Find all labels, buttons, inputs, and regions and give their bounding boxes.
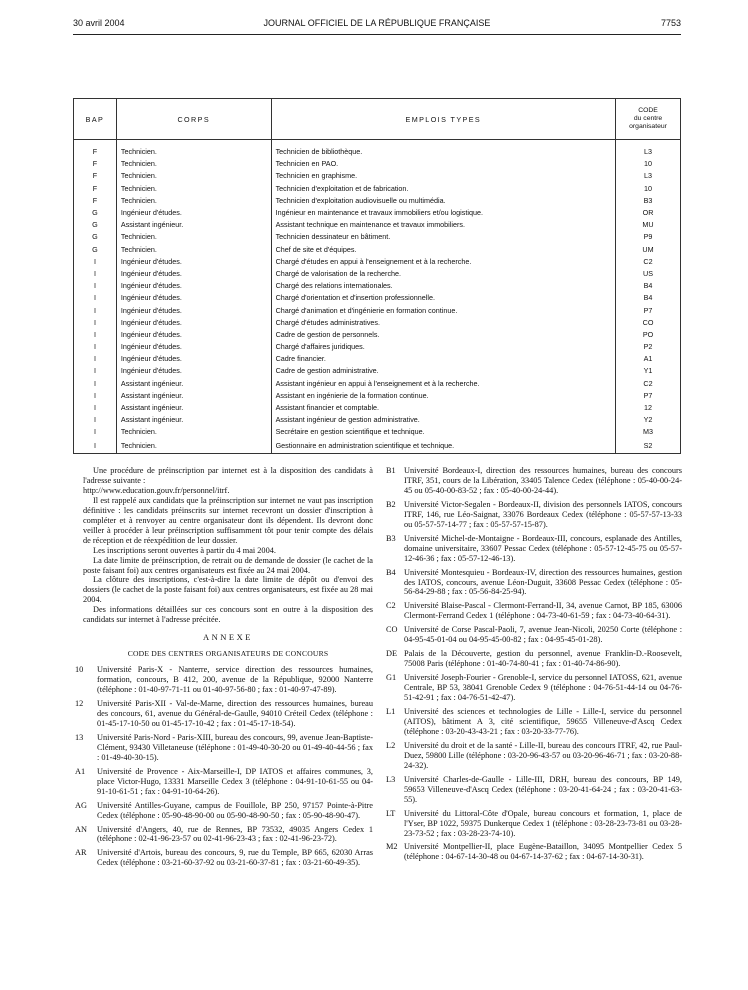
cell-bap: I <box>74 304 117 316</box>
paragraph: La clôture des inscriptions, c'est-à-dire la date limite de dépôt ou d'envoi des dossiers (le cachet de la poste faisant foi) aux centres organisateurs, est fixée au 28 mai 2004. <box>83 575 373 605</box>
centre-entry <box>386 741 682 771</box>
centre-address: Université d'Artois, bureau des concours, 9, rue du Temple, BP 665, 62030 Arras Cedex (téléphone : 03-21-60-37-92 ou 03-21-60-37-81 ; fax : 03-21-60-49-35). <box>97 848 373 868</box>
centre-code: B2 <box>386 499 396 509</box>
cell-corps: Ingénieur d'études. <box>116 304 271 316</box>
centre-code: DE <box>386 649 398 659</box>
cell-emploi: Gestionnaire en administration scientifique et technique. <box>271 439 615 454</box>
centre-entry <box>386 775 682 805</box>
centre-address: Université Charles-de-Gaulle - Lille-III, DRH, bureau des concours, BP 149, 59653 Villeneuve-d'Ascq Cedex (téléphone : 03-20-41-64-24 ; fax : 03-20-41-63-55). <box>404 774 682 804</box>
cell-code: B3 <box>616 195 681 207</box>
centre-code: L3 <box>386 774 396 784</box>
centre-address: Université des sciences et technologies de Lille - Lille-I, service du personnel (AITOS), bâtiment A 3, cité scientifique, 59655 Villeneuve-d'Ascq Cedex (téléphone : 03-20-43-43-21 ; fax : 03-20-33-77-76). <box>404 707 682 736</box>
cell-code: 10 <box>616 183 681 195</box>
centre-address: Université Victor-Segalen - Bordeaux-II, division des personnels IATOS, concours ITRF, 146, rue Léo-Saignat, 33076 Bordeaux Cedex (téléphone : 05-57-57-13-33 ou 05-57-57-14-77 ; fax : 05-57-57-15-87). <box>404 499 682 529</box>
annexe-subtitle: CODE DES CENTRES ORGANISATEURS DE CONCOURS <box>127 649 329 659</box>
cell-code: P7 <box>616 390 681 402</box>
table-row <box>74 378 681 390</box>
cell-corps: Technicien. <box>116 426 271 438</box>
cell-code: Y1 <box>616 365 681 377</box>
centre-code: LT <box>386 808 396 818</box>
cell-bap: G <box>74 244 117 256</box>
cell-emploi: Assistant ingénieur de gestion administrative. <box>271 414 615 426</box>
cell-corps: Ingénieur d'études. <box>116 341 271 353</box>
table-row <box>74 292 681 304</box>
table-row <box>74 268 681 280</box>
cell-corps: Ingénieur d'études. <box>116 207 271 219</box>
col-header-code <box>616 99 681 140</box>
centre-address: Université Paris-Nord - Paris-XIII, bureau des concours, 99, avenue Jean-Baptiste-Clément, 93430 Villetaneuse (téléphone : 01-49-40-30-20 ou 01-49-40-44-56 ; fax : 01-49-40-30-15). <box>97 732 373 762</box>
cell-corps: Technicien. <box>116 231 271 243</box>
centre-code: B1 <box>386 466 396 475</box>
centre-entry <box>386 625 682 645</box>
page-header <box>73 18 681 32</box>
cell-emploi: Chargé de valorisation de la recherche. <box>271 268 615 280</box>
centre-entry <box>75 824 373 845</box>
centre-code: L1 <box>386 707 396 717</box>
cell-emploi: Technicien en PAO. <box>271 158 615 170</box>
cell-bap: F <box>74 170 117 182</box>
centre-address: Université Joseph-Fourier - Grenoble-I, service du personnel IATOSS, 621, avenue Centrale, BP 53, 38041 Grenoble Cedex 9 (téléphone : 04-76-51-44-14 ou 04-76-51-42-91 ; fax : 04-76-51-42-47). <box>404 673 682 703</box>
cell-corps: Ingénieur d'études. <box>116 317 271 329</box>
cell-code: US <box>616 268 681 280</box>
cell-code: P2 <box>616 341 681 353</box>
centre-code: G1 <box>386 673 397 683</box>
cell-corps: Technicien. <box>116 183 271 195</box>
cell-corps: Technicien. <box>116 146 271 158</box>
centre-entry <box>75 848 373 868</box>
cell-bap: I <box>74 268 117 280</box>
left-entries <box>75 665 373 868</box>
centre-address: Université de Provence - Aix-Marseille-I, DP IATOS et affaires communes, 3, place Victor-Hugo, 13331 Marseille Cedex 3 (téléphone : 04-91-10-61-55 ou 04-91-10-61-51 ; fax : 04-91-10-64-26). <box>97 766 373 796</box>
centre-code: M2 <box>386 842 398 852</box>
cell-bap: I <box>74 256 117 268</box>
table-row <box>74 304 681 316</box>
centre-address: Université Blaise-Pascal - Clermont-Ferrand-II, 34, avenue Carnot, BP 185, 63006 Clermont-Ferrand Cedex 1 (téléphone : 04-73-40-61-59 ; fax : 04-73-40-64-31). <box>404 601 682 621</box>
table-row <box>74 390 681 402</box>
table-row <box>74 439 681 454</box>
cell-bap: I <box>74 402 117 414</box>
centre-entry <box>386 601 682 621</box>
cell-emploi: Chargé d'animation et d'ingénierie en formation continue. <box>271 304 615 316</box>
centre-entry <box>75 699 373 729</box>
centre-address: Université Paris-X - Nanterre, service direction des ressources humaines, formation, concours, B 412, 200, avenue de la République, 92000 Nanterre (téléphone : 01-40-97-71-11 ou 01-40-97-56-80 ; fax : 01-40-97-47-89). <box>97 665 373 695</box>
cell-emploi: Chargé d'études en appui à l'enseignement et à la recherche. <box>271 256 615 268</box>
centre-entry <box>386 568 682 598</box>
cell-emploi: Secrétaire en gestion scientifique et technique. <box>271 426 615 438</box>
table-row <box>74 280 681 292</box>
cell-corps: Assistant ingénieur. <box>116 390 271 402</box>
centre-address: Palais de la Découverte, gestion du personnel, avenue Franklin-D.-Roosevelt, 75008 Paris (téléphone : 01-40-74-80-41 ; fax : 01-40-74-86-90). <box>404 649 682 669</box>
centre-address: Université d'Angers, 40, rue de Rennes, BP 73532, 49035 Angers Cedex 1 (téléphone : 02-41-96-23-57 ou 02-41-96-23-43 ; fax : 02-41-96-23-72). <box>97 824 373 844</box>
centre-code: AR <box>75 848 87 858</box>
centre-code: B4 <box>386 567 396 577</box>
cell-emploi: Chef de site et d'équipes. <box>271 244 615 256</box>
cell-code: UM <box>616 244 681 256</box>
table-row <box>74 341 681 353</box>
table-row <box>74 195 681 207</box>
header-title: JOURNAL OFFICIEL DE LA RÉPUBLIQUE FRANÇAISE <box>263 18 491 28</box>
cell-corps: Assistant ingénieur. <box>116 219 271 231</box>
centre-address: Université de Corse Pascal-Paoli, 7, avenue Jean-Nicoli, 20250 Corte (téléphone : 04-95-45-01-04 ou 04-95-45-00-82 ; fax : 04-95-45-01-28). <box>404 625 682 645</box>
cell-bap: I <box>74 329 117 341</box>
cell-code: P7 <box>616 304 681 316</box>
cell-emploi: Cadre de gestion de personnels. <box>271 329 615 341</box>
table-row <box>74 231 681 243</box>
table-row <box>74 426 681 438</box>
cell-bap: I <box>74 280 117 292</box>
centre-entry <box>75 732 373 763</box>
centre-code: 10 <box>75 665 84 675</box>
centre-entry <box>386 673 682 703</box>
cell-emploi: Chargé d'orientation et d'insertion professionnelle. <box>271 292 615 304</box>
code-header-line3: organisateur <box>629 123 667 130</box>
centre-address: Université Bordeaux-I, direction des ressources humaines, bureau des concours ITRF, 351, cours de la Libération, 33405 Talence Cedex (téléphone : 05-40-00-24-45 ou 05-40-00-83-52 ; fax : 05-40-00-24-44). <box>404 466 682 495</box>
cell-corps: Technicien. <box>116 158 271 170</box>
cell-code: M3 <box>616 426 681 438</box>
table-row <box>74 317 681 329</box>
left-column <box>75 466 373 872</box>
paragraph: Une procédure de préinscription par internet est à la disposition des candidats à l'adresse suivante : <box>83 466 373 485</box>
cell-bap: I <box>74 365 117 377</box>
cell-bap: I <box>74 378 117 390</box>
cell-bap: F <box>74 146 117 158</box>
centre-code: CO <box>386 625 398 635</box>
paragraph: Il est rappelé aux candidats que la préinscription sur internet ne vaut pas inscription définitive : les candidats préinscrits sur internet recevront un dossier d'inscription à compléter et à renvoyer au centre organisateur dont ils dépendent. Ils devront donc veiller à procéder à leur préinscription suffisamment tôt pour tenir compte des délais de réception et de réexpédition de leur dossier. <box>83 495 373 545</box>
table-row <box>74 219 681 231</box>
centre-address: Université du droit et de la santé - Lille-II, bureau des concours ITRF, 42, rue Paul-Duez, 59800 Lille (téléphone : 03-20-96-43-57 ou 03-20-96-46-71 ; fax : 03-20-88-24-32). <box>404 740 682 770</box>
cell-corps: Technicien. <box>116 439 271 454</box>
header-rule <box>73 34 681 35</box>
cell-corps: Ingénieur d'études. <box>116 365 271 377</box>
cell-code: P9 <box>616 231 681 243</box>
col-header-emplois: EMPLOIS TYPES <box>271 99 615 140</box>
emplois-table <box>73 98 681 454</box>
cell-corps: Ingénieur d'études. <box>116 280 271 292</box>
cell-bap: I <box>74 292 117 304</box>
table-row <box>74 414 681 426</box>
table-row <box>74 329 681 341</box>
cell-corps: Ingénieur d'études. <box>116 353 271 365</box>
cell-bap: F <box>74 183 117 195</box>
cell-code: S2 <box>616 439 681 454</box>
table-row <box>74 353 681 365</box>
cell-emploi: Ingénieur en maintenance et travaux immobiliers et/ou logistique. <box>271 207 615 219</box>
col-header-corps: CORPS <box>116 99 271 140</box>
cell-corps: Ingénieur d'études. <box>116 329 271 341</box>
paragraph: La date limite de préinscription, de retrait ou de demande de dossier (le cachet de la poste faisant foi) aux centres organisateurs est fixée au 24 mai 2004. <box>83 555 373 575</box>
cell-bap: I <box>74 353 117 365</box>
table-row <box>74 183 681 195</box>
centre-code: C2 <box>386 601 396 611</box>
centre-address: Université Antilles-Guyane, campus de Fouillole, BP 250, 97157 Pointe-à-Pitre Cedex (téléphone : 05-90-48-90-00 ou 05-90-48-90-50 ; fax : 05-90-48-90-47). <box>97 800 373 820</box>
header-date: 30 avril 2004 <box>73 18 125 28</box>
cell-emploi: Technicien de bibliothèque. <box>271 146 615 158</box>
cell-corps: Assistant ingénieur. <box>116 378 271 390</box>
centre-entry <box>386 500 682 530</box>
table-row <box>74 170 681 182</box>
cell-emploi: Assistant en ingénierie de la formation continue. <box>271 390 615 402</box>
cell-corps: Ingénieur d'études. <box>116 256 271 268</box>
table-row <box>74 244 681 256</box>
cell-code: C2 <box>616 378 681 390</box>
cell-code: B4 <box>616 280 681 292</box>
table-row <box>74 158 681 170</box>
table-row <box>74 146 681 158</box>
table-row <box>74 207 681 219</box>
cell-code: L3 <box>616 146 681 158</box>
cell-bap: I <box>74 341 117 353</box>
centre-address: Université Michel-de-Montaigne - Bordeaux-III, concours, esplanade des Antilles, domaine universitaire, 33607 Pessac Cedex (téléphone : 05-57-12-45-75 ou 05-57-12-46-36 ; fax : 05-57-12-46-13). <box>404 533 682 563</box>
cell-emploi: Chargé des relations internationales. <box>271 280 615 292</box>
cell-corps: Assistant ingénieur. <box>116 402 271 414</box>
col-header-bap: BAP <box>74 99 117 140</box>
centre-entry <box>75 766 373 797</box>
cell-emploi: Chargé d'études administratives. <box>271 317 615 329</box>
cell-corps: Ingénieur d'études. <box>116 268 271 280</box>
table-row <box>74 365 681 377</box>
cell-bap: F <box>74 195 117 207</box>
cell-code: Y2 <box>616 414 681 426</box>
header-page-number: 7753 <box>660 18 681 28</box>
cell-code: A1 <box>616 353 681 365</box>
centre-entry <box>386 649 682 669</box>
cell-emploi: Assistant financier et comptable. <box>271 402 615 414</box>
paragraph: Les inscriptions seront ouvertes à partir du 4 mai 2004. <box>93 545 276 555</box>
cell-emploi: Technicien d'exploitation et de fabrication. <box>271 183 615 195</box>
cell-emploi: Chargé d'affaires juridiques. <box>271 341 615 353</box>
centre-entry <box>386 534 682 564</box>
cell-bap: I <box>74 439 117 454</box>
cell-bap: I <box>74 426 117 438</box>
centre-address: Université Montesquieu - Bordeaux-IV, direction des ressources humaines, gestion des IATOS, concours, avenue Léon-Duguit, 33608 Pessac Cedex (téléphone : 05-56-84-29-88 ; fax : 05-56-84-25-94). <box>404 567 682 597</box>
centre-code: AN <box>75 824 87 834</box>
cell-code: 10 <box>616 158 681 170</box>
annexe-title: ANNEXE <box>203 632 253 643</box>
centre-code: AG <box>75 800 87 810</box>
centre-entry <box>75 665 373 695</box>
cell-bap: I <box>74 317 117 329</box>
cell-bap: G <box>74 219 117 231</box>
cell-emploi: Technicien d'exploitation audiovisuelle ou multimédia. <box>271 195 615 207</box>
centre-entry <box>386 842 682 862</box>
cell-bap: I <box>74 414 117 426</box>
centre-address: Université du Littoral-Côte d'Opale, bureau concours et formation, 1, place de l'Yser, BP 1022, 59375 Dunkerque Cedex 1 (téléphone : 03-28-23-73-81 ou 03-28-23-73-52 ; fax : 03-28-23-74-10). <box>404 808 682 838</box>
centre-code: 13 <box>75 732 84 742</box>
cell-code: MU <box>616 219 681 231</box>
centre-code: 12 <box>75 699 84 709</box>
cell-corps: Technicien. <box>116 195 271 207</box>
centre-code: B3 <box>386 533 396 543</box>
centre-address: Université Paris-XII - Val-de-Marne, direction des ressources humaines, bureau des concours, 61, avenue du Général-de-Gaulle, 94010 Créteil Cedex (téléphone : 01-45-17-10-50 ou 01-45-17-10-42 ; fax : 01-45-17-18-54). <box>97 699 373 728</box>
cell-corps: Assistant ingénieur. <box>116 414 271 426</box>
right-column <box>386 466 682 866</box>
cell-code: PO <box>616 329 681 341</box>
table-row <box>74 402 681 414</box>
preinscription-url: http://www.education.gouv.fr/personnel/itrf. <box>83 485 230 495</box>
centre-code: L2 <box>386 740 396 750</box>
centre-address: Université Montpellier-II, place Eugène-Bataillon, 34095 Montpellier Cedex 5 (téléphone : 04-67-14-30-48 ou 04-67-14-37-62 ; fax : 04-67-14-30-31). <box>404 842 682 862</box>
cell-code: OR <box>616 207 681 219</box>
cell-bap: G <box>74 207 117 219</box>
cell-code: CO <box>616 317 681 329</box>
cell-bap: F <box>74 158 117 170</box>
cell-emploi: Cadre financier. <box>271 353 615 365</box>
paragraph: Des informations détaillées sur ces concours sont en outre à la disposition des candidats sur internet à l'adresse précitée. <box>83 605 373 625</box>
code-header-line2: du centre <box>633 115 663 122</box>
cell-bap: I <box>74 390 117 402</box>
cell-emploi: Technicien dessinateur en bâtiment. <box>271 231 615 243</box>
cell-corps: Ingénieur d'études. <box>116 292 271 304</box>
table-row <box>74 256 681 268</box>
cell-emploi: Assistant technique en maintenance et travaux immobiliers. <box>271 219 615 231</box>
cell-emploi: Assistant ingénieur en appui à l'enseignement et à la recherche. <box>271 378 615 390</box>
centre-entry <box>386 466 682 496</box>
cell-emploi: Cadre de gestion administrative. <box>271 365 615 377</box>
cell-corps: Technicien. <box>116 170 271 182</box>
centre-code: A1 <box>75 766 86 776</box>
table-body <box>74 140 681 454</box>
cell-corps: Technicien. <box>116 244 271 256</box>
centre-entry <box>75 800 373 821</box>
cell-code: B4 <box>616 292 681 304</box>
cell-emploi: Technicien en graphisme. <box>271 170 615 182</box>
cell-bap: G <box>74 231 117 243</box>
cell-code: 12 <box>616 402 681 414</box>
centre-entry <box>386 707 682 737</box>
cell-code: L3 <box>616 170 681 182</box>
code-header-line1: CODE <box>638 107 658 114</box>
centre-entry <box>386 809 682 839</box>
cell-code: C2 <box>616 256 681 268</box>
